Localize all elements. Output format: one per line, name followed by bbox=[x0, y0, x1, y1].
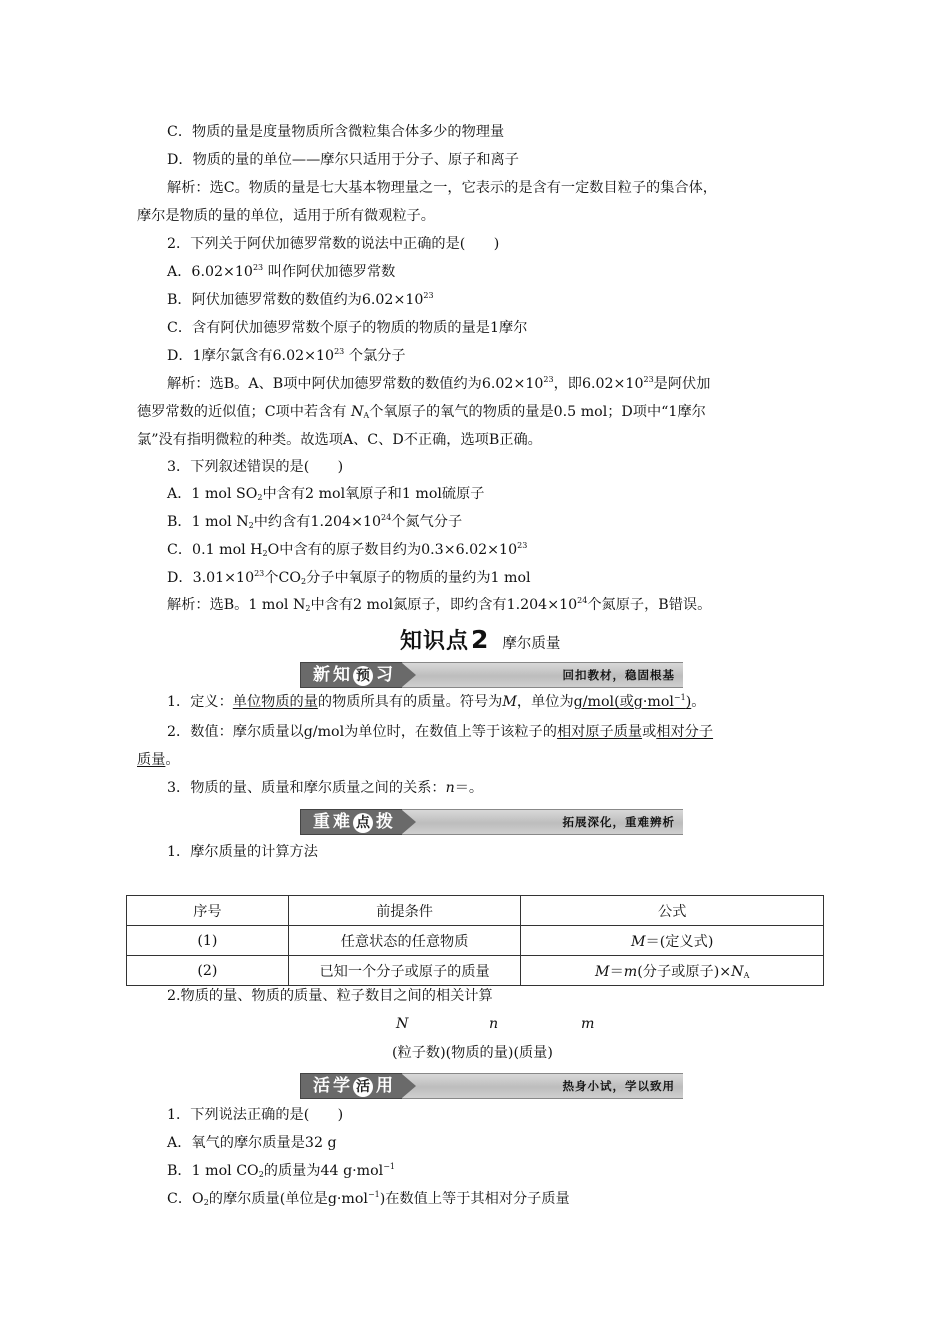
relation-line: 3．物质的量、质量和摩尔质量之间的关系：n＝。 bbox=[167, 780, 484, 796]
table-row bbox=[127, 926, 824, 956]
analysis-line: 氯”没有指明微粒的种类。故选项A、C、D不正确，选项B正确。 bbox=[137, 432, 542, 448]
table-cell: (1) bbox=[127, 926, 289, 956]
table-cell: M＝m(分子或原子)$\times N_A$ bbox=[521, 956, 824, 986]
table-row bbox=[127, 956, 824, 986]
analysis-line: 德罗常数的近似值；C项中若含有 $N_A$个氧原子的氧气的物质的量是0.5 mol；D项中“1摩尔 bbox=[137, 404, 706, 420]
practice-question: 1．下列说法正确的是( ) bbox=[167, 1107, 344, 1123]
table-cell: (2) bbox=[127, 956, 289, 986]
related-calc-title: 2.物质的量、物质的质量、粒子数目之间的相关计算 bbox=[167, 988, 493, 1004]
analysis-line: 摩尔是物质的量的单位，适用于所有微观粒子。 bbox=[137, 208, 435, 224]
table-cell: M＝(定义式) bbox=[521, 926, 824, 956]
option-d-line: D．物质的量的单位——摩尔只适用于分子、原子和离子 bbox=[167, 152, 519, 168]
table-cell: 任意状态的任意物质 bbox=[288, 926, 521, 956]
definition-line: 1．定义：单位物质的量的物质所具有的质量。符号为M，单位为g/mol(或g·mol$^{-1}$)。 bbox=[167, 693, 706, 710]
relation-labels: (粒子数)(物质的量)(质量) bbox=[392, 1045, 553, 1061]
option-d-line: D．$3.01\times 10^{23}$个$CO_2$分子中氧原子的物质的量约为1 mol bbox=[167, 569, 531, 586]
table-header: 序号 bbox=[127, 896, 289, 926]
circle-badge: 活 bbox=[353, 1077, 373, 1097]
table-header: 前提条件 bbox=[288, 896, 521, 926]
table-cell: 已知一个分子或原子的质量 bbox=[288, 956, 521, 986]
option-c-line: C．$O_2$的摩尔质量(单位是g·mol$^{-1}$)在数值上等于其相对分子质量 bbox=[167, 1190, 570, 1207]
banner-tab: 新知 预 习 bbox=[300, 662, 402, 688]
analysis-line: 解析：选B。A、B项中阿伏加德罗常数的数值约为$6.02\times 10^{23}$，即$6.02\times 10^{23}$是阿伏加 bbox=[167, 375, 711, 392]
banner-slogan: 回扣教材，稳固根基 bbox=[562, 668, 675, 682]
question-2: 2．下列关于阿伏加德罗常数的说法中正确的是( ) bbox=[167, 236, 500, 252]
circle-badge: 点 bbox=[353, 813, 373, 833]
circle-badge: 预 bbox=[353, 666, 373, 686]
question-3: 3．下列叙述错误的是( ) bbox=[167, 459, 344, 475]
banner-slogan: 热身小试，学以致用 bbox=[562, 1079, 675, 1093]
calc-method-title: 1．摩尔质量的计算方法 bbox=[167, 844, 318, 860]
option-a-line: A．$6.02\times 10^{23}$ 叫作阿伏加德罗常数 bbox=[167, 263, 396, 280]
table-header: 公式 bbox=[521, 896, 824, 926]
analysis-line: 解析：选B。1 mol $N_2$中含有2 mol氮原子，即约含有$1.204\times 10^{24}$个氮原子，B错误。 bbox=[167, 596, 712, 613]
molar-mass-table bbox=[126, 895, 824, 986]
banner-key-points bbox=[300, 809, 683, 835]
symbol-m-mass: m bbox=[581, 1016, 595, 1032]
option-a-line: A．氧气的摩尔质量是32 g bbox=[167, 1135, 337, 1151]
banner-preview bbox=[300, 662, 683, 688]
option-a-line: A．1 mol $SO_2$中含有2 mol氧原子和1 mol硫原子 bbox=[167, 486, 485, 502]
section-number: 2 bbox=[471, 625, 489, 654]
analysis-line: 解析：选C。物质的量是七大基本物理量之一，它表示的是含有一定数目粒子的集合体， bbox=[167, 180, 717, 196]
option-b-line: B．1 mol $N_2$中约含有$1.204\times 10^{24}$个氮气分子 bbox=[167, 513, 463, 530]
section-subtitle: 摩尔质量 bbox=[502, 636, 561, 652]
knowledge-point-heading bbox=[400, 625, 560, 655]
table-header-row bbox=[127, 896, 824, 926]
option-d-line: D．1摩尔氯含有$6.02\times 10^{23}$ 个氯分子 bbox=[167, 347, 406, 364]
banner-practice bbox=[300, 1073, 683, 1099]
banner-tab: 重难 点 拨 bbox=[300, 809, 402, 835]
value-line: 2．数值：摩尔质量以g/mol为单位时，在数值上等于该粒子的相对原子质量或相对分子 bbox=[167, 724, 714, 740]
option-b-line: B．1 mol $CO_2$的质量为44 g·mol$^{-1}$ bbox=[167, 1162, 396, 1179]
section-title: 知识点 bbox=[400, 629, 470, 654]
option-c-line: C．含有阿伏加德罗常数个原子的物质的物质的量是1摩尔 bbox=[167, 320, 528, 336]
symbol-n-particles: N bbox=[396, 1016, 409, 1032]
option-c-line: C．0.1 mol $H_2O$中含有的原子数目约为$0.3\times 6.02\times 10^{23}$ bbox=[167, 541, 528, 558]
banner-slogan: 拓展深化，重难辨析 bbox=[562, 815, 675, 829]
value-line: 质量。 bbox=[137, 752, 180, 768]
option-c-line: C．物质的量是度量物质所含微粒集合体多少的物理量 bbox=[167, 124, 505, 140]
symbol-n-amount: n bbox=[489, 1016, 499, 1032]
banner-tab: 活学 活 用 bbox=[300, 1073, 402, 1099]
option-b-line: B．阿伏加德罗常数的数值约为$6.02\times 10^{23}$ bbox=[167, 291, 434, 308]
